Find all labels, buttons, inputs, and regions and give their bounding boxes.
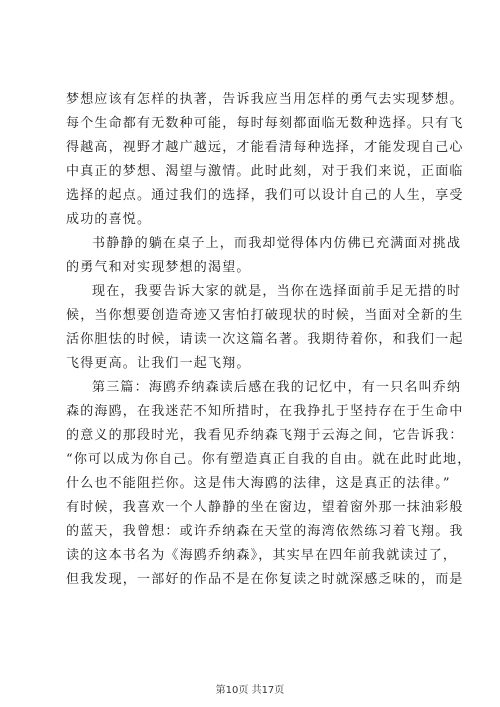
- text-line: 森的海鸥，在我迷茫不知所措时，在我挣扎于坚持存在于生命中: [66, 404, 464, 419]
- text-line: 候，当你想要创造奇迹又害怕打破现状的时候，当面对全新的生: [66, 308, 464, 323]
- text-line: 的意义的那段时光，我看见乔纳森飞翔于云海之间，它告诉我：: [66, 428, 464, 443]
- page-number-footer: 第10页 共17页: [215, 685, 285, 696]
- text-line: 但我发现，一部好的作品不是在你复读之时就深感乏味的，而是: [66, 572, 464, 587]
- text-line: 活你胆怯的时候，请读一次这篇名著。我期待着你，和我们一起: [66, 332, 464, 347]
- text-line: 每个生命都有无数种可能，每时每刻都面临无数种选择。只有飞: [66, 116, 464, 131]
- text-line: 的勇气和对实现梦想的渴望。: [66, 260, 251, 275]
- text-line: 得越高，视野才越广越远，才能看清每种选择，才能发现自己心: [66, 140, 464, 155]
- paragraph-first-line: 第三篇：海鸥乔纳森读后感在我的记忆中，有一只名叫乔纳: [92, 380, 462, 395]
- text-line: 读的这本书名为《海鸥乔纳森》，其实早在四年前我就读过了，: [66, 548, 458, 563]
- paragraph-first-line: 现在，我要告诉大家的就是，当你在选择面前手足无措的时: [92, 284, 462, 299]
- text-line: 中真正的梦想、渴望与激情。此时此刻，对于我们来说，正面临: [66, 164, 464, 179]
- text-line: 有时候，我喜欢一个人静静的坐在窗边，望着窗外那一抹油彩般: [66, 500, 464, 515]
- text-line: 成功的喜悦。: [66, 212, 152, 227]
- text-line: 什么也不能阻拦你。这是伟大海鸥的法律，这是真正的法律。”: [66, 476, 451, 491]
- text-line: 飞得更高。让我们一起飞翔。: [66, 356, 251, 371]
- text-line: 梦想应该有怎样的执著，告诉我应当用怎样的勇气去实现梦想。: [66, 92, 464, 107]
- text-line: 的蓝天，我曾想：或许乔纳森在天堂的海湾依然练习着飞翔。我: [66, 524, 464, 539]
- text-line: “你可以成为你自己。你有塑造真正自我的自由。就在此时此地，: [66, 452, 472, 467]
- text-line: 选择的起点。通过我们的选择，我们可以设计自己的人生，享受: [66, 188, 464, 203]
- document-body: [66, 88, 472, 592]
- paragraph-first-line: 书静静的躺在桌子上，而我却觉得体内仿佛已充满面对挑战: [92, 236, 462, 251]
